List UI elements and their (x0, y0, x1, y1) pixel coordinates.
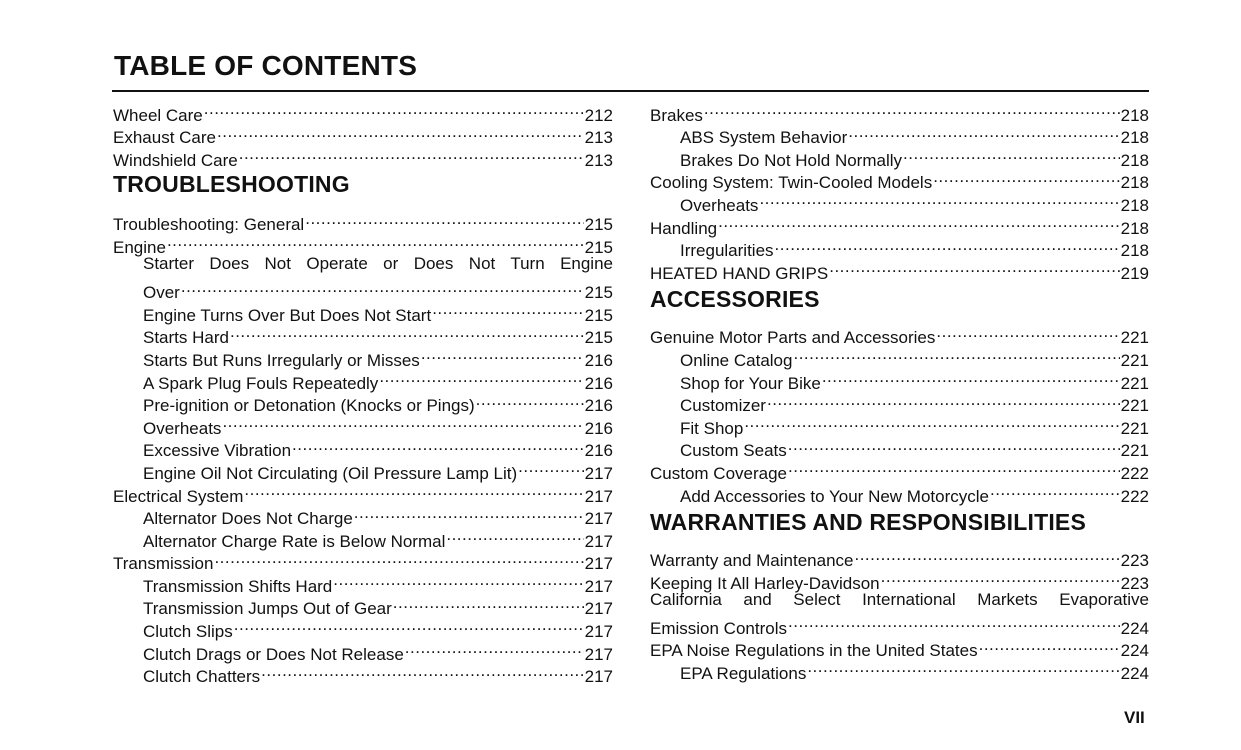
toc-entry: Engine ..... 215 (113, 230, 613, 253)
toc-entry: Customizer ..... 221 (650, 389, 1149, 412)
toc-entry: Excessive Vibration ..... 216 (113, 434, 613, 457)
toc-entry: Alternator Charge Rate is Below Normal ..... 217 (113, 524, 613, 547)
toc-entry: Starts Hard ..... 215 (113, 321, 613, 344)
toc-entry: Custom Seats ..... 221 (650, 434, 1149, 457)
toc-entry: Custom Coverage ..... 222 (650, 456, 1149, 479)
toc-entry: HEATED HAND GRIPS ..... 219 (650, 256, 1149, 279)
toc-entry: Emission Controls ..... 224 (650, 611, 1149, 634)
toc-entry: Pre-ignition or Detonation (Knocks or Pings) ..... 216 (113, 389, 613, 412)
toc-right-column (650, 98, 1149, 684)
toc-entry: Transmission ..... 217 (113, 547, 613, 570)
toc-entry: Shop for Your Bike ..... 221 (650, 366, 1149, 389)
toc-entry: Online Catalog ..... 221 (650, 343, 1149, 366)
toc-entry: Starter Does Not Operate or Does Not Turn Engine (143, 253, 613, 273)
toc-entry: Alternator Does Not Charge ..... 217 (113, 502, 613, 525)
toc-entry: Keeping It All Harley-Davidson ..... 223 (650, 566, 1149, 589)
toc-left-column (113, 98, 613, 687)
toc-entry: Windshield Care ..... 213 (113, 143, 613, 166)
toc-entry: Engine Oil Not Circulating (Oil Pressure Lamp Lit) ..... 217 (113, 456, 613, 479)
toc-entry: Overheats ..... 216 (113, 411, 613, 434)
toc-entry: Clutch Chatters ..... 217 (113, 660, 613, 683)
toc-entry: Over ..... 215 (113, 276, 613, 299)
toc-entry: Warranty and Maintenance ..... 223 (650, 544, 1149, 567)
toc-entry: Irregularities ..... 218 (650, 234, 1149, 257)
toc-entry: Exhaust Care ..... 213 (113, 121, 613, 144)
page-title: TABLE OF CONTENTS (114, 50, 418, 81)
toc-entry: Add Accessories to Your New Motorcycle ..... 222 (650, 479, 1149, 502)
toc-entry: A Spark Plug Fouls Repeatedly ..... 216 (113, 366, 613, 389)
toc-entry: Clutch Drags or Does Not Release ..... 217 (113, 637, 613, 660)
toc-entry: Handling ..... 218 (650, 211, 1149, 234)
toc-entry: EPA Regulations ..... 224 (650, 656, 1149, 679)
toc-entry: Clutch Slips ..... 217 (113, 614, 613, 637)
toc-entry: Transmission Jumps Out of Gear ..... 217 (113, 592, 613, 615)
toc-entry: Brakes Do Not Hold Normally ..... 218 (650, 143, 1149, 166)
toc-entry: California and Select International Markets Evaporative (650, 589, 1149, 609)
section-heading-warranties: WARRANTIES AND RESPONSIBILITIES (650, 508, 1086, 535)
section-heading-accessories: ACCESSORIES (650, 285, 820, 312)
toc-entry: Fit Shop ..... 221 (650, 411, 1149, 434)
toc-entry: Overheats ..... 218 (650, 188, 1149, 211)
page-number: VII (1124, 708, 1145, 727)
toc-entry: Engine Turns Over But Does Not Start ..... 215 (113, 298, 613, 321)
toc-entry: EPA Noise Regulations in the United States ..... 224 (650, 634, 1149, 657)
section-heading-troubleshooting: TROUBLESHOOTING (113, 170, 350, 197)
toc-entry: Genuine Motor Parts and Accessories ..... 221 (650, 321, 1149, 344)
toc-entry: Electrical System ..... 217 (113, 479, 613, 502)
toc-entry: Transmission Shifts Hard ..... 217 (113, 569, 613, 592)
toc-entry: Brakes ..... 218 (650, 98, 1149, 121)
toc-entry: Starts But Runs Irregularly or Misses ..... 216 (113, 343, 613, 366)
toc-entry: Cooling System: Twin-Cooled Models ..... 218 (650, 166, 1149, 189)
toc-entry: ABS System Behavior ..... 218 (650, 121, 1149, 144)
title-rule (112, 90, 1149, 92)
toc-entry: Wheel Care ..... 212 (113, 98, 613, 121)
toc-entry: Troubleshooting: General ..... 215 (113, 208, 613, 231)
